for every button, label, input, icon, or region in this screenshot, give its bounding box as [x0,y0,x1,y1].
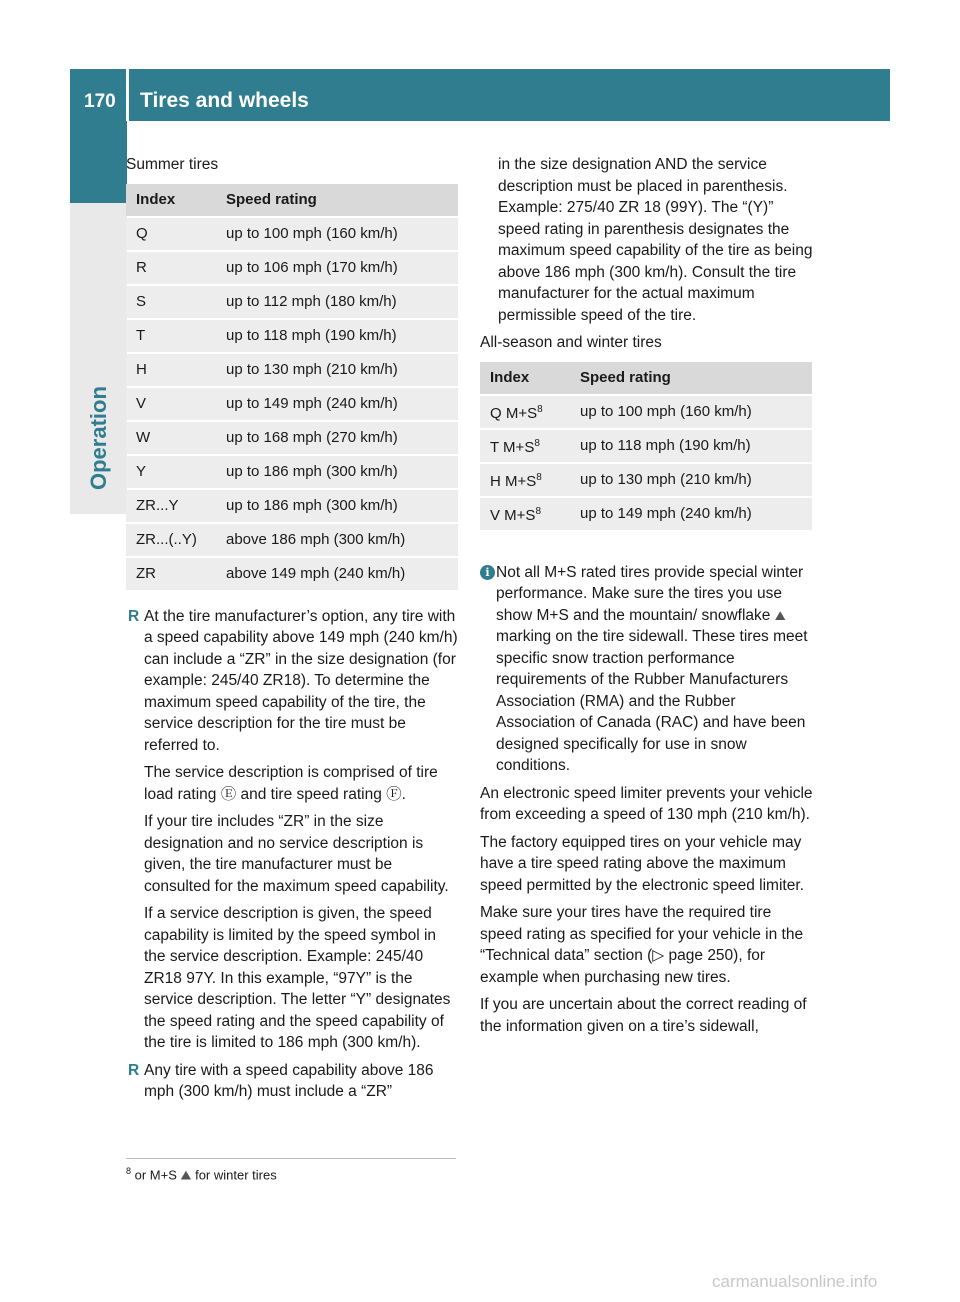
speed-cell: up to 100 mph (160 km/h) [216,218,458,250]
index-cell: ZR...(..Y) [126,524,216,556]
table-header-row [480,362,812,394]
table-row [480,396,812,428]
summer-tires-table [126,182,458,592]
speed-cell: above 186 mph (300 km/h) [216,524,458,556]
column-header-speed-rating: Speed rating [216,184,458,216]
table-row [126,388,458,420]
body-paragraph: An electronic speed limiter prevents your vehicle from exceeding a speed of 130 mph (210 km/h). [480,784,813,823]
table-row [126,422,458,454]
info-note-text-end: marking on the tire sidewall. These tires meet specific snow traction performance requirements of the Rubber Manufacturers Association (RMA) and the Rubber Association of Canada (RAC) and have been designed specifically for use in snow conditions. [496,628,808,774]
bullet1-paragraph: The service description is comprised of tire load rating Ⓔ and tire speed rating Ⓕ. [144,764,438,803]
index-cell: T [126,320,216,352]
index-cell: ZR [126,558,216,590]
left-column [126,150,460,1109]
index-cell: H $M+S^8$ [480,464,570,496]
bullet1-paragraph: At the tire manufacturer’s option, any tire with a speed capability above 149 mph (240 km/h) can include a “ZR” in the size designation (for example: 245/40 ZR18). To determine the maximum speed capability of the tire, the service description for the tire must be referred to. [144,607,458,754]
mountain-snowflake-icon: ⛰ [180,1167,192,1183]
table-row [126,320,458,352]
column-header-index: Index [480,362,570,394]
info-note [480,562,814,777]
table-row [126,456,458,488]
index-cell: H [126,354,216,386]
bullet2-paragraph-start: Any tire with a speed capability above 186 mph (300 km/h) must include a “ZR” [144,1061,434,1100]
column-header-index: Index [126,184,216,216]
speed-cell: up to 186 mph (300 km/h) [216,456,458,488]
speed-cell: up to 186 mph (300 km/h) [216,490,458,522]
table-row [126,490,458,522]
footnote-rule [126,1158,456,1159]
bullet-marker: R [128,1061,140,1079]
mountain-snowflake-icon: ⛰ [774,607,786,623]
header-bar [70,69,890,121]
speed-cell: up to 106 mph (170 km/h) [216,252,458,284]
bullet1-paragraph: If a service description is given, the speed capability is limited by the speed symbol in the service description. Example: 245/40 ZR18 97Y. In this example, “97Y” is the service description. The letter “Y” designates the speed rating and the speed capability of the tire is limited to 186 mph (300 km/h). [144,905,451,1051]
footnote-mark: 8 [126,1166,132,1176]
index-cell: S [126,286,216,318]
info-icon: i [480,565,495,580]
side-accent-block [70,121,127,203]
table-row [480,498,812,530]
footnote-text-start: or M+S [134,1167,177,1183]
winter-tires-table [480,360,812,532]
summer-tires-caption: Summer tires [126,156,219,173]
index-cell: Y [126,456,216,488]
table-row [126,558,458,590]
table-row [480,430,812,462]
index-cell: W [126,422,216,454]
footnote-text-end: for winter tires [195,1167,277,1183]
index-cell: V [126,388,216,420]
watermark: carmanualsonline.info [712,1272,878,1291]
speed-cell: up to 149 mph (240 km/h) [216,388,458,420]
winter-tires-caption: All-season and winter tires [480,334,662,351]
column-header-speed-rating: Speed rating [570,362,812,394]
list-item [126,1060,460,1103]
bullet2-paragraph-continued: in the size designation AND the service description must be placed in parenthesis. Example: 275/40 ZR 18 (99Y). The “(Y)” speed rating in parenthesis designates the maximum speed capability of the tire as being above 186 mph (300 km/h). Consult the tire manufacturer for the actual maximum permissible speed of the tire. [498,156,813,324]
info-note-text-start: Not all M+S rated tires provide special winter performance. Make sure the tires you use show M+S and the mountain/ snowflake [496,563,804,624]
header-divider [126,69,129,121]
index-cell: Q [126,218,216,250]
speed-cell: up to 149 mph (240 km/h) [570,498,812,530]
index-cell: ZR...Y [126,490,216,522]
table-row [126,524,458,556]
list-item [126,606,460,1054]
speed-cell: up to 130 mph (210 km/h) [570,464,812,496]
footnote [126,1166,277,1183]
bullet1-paragraph: If your tire includes “ZR” in the size designation and no service description is given, the tire manufacturer must be consulted for the maximum speed capability. [144,813,449,895]
body-paragraph: The factory equipped tires on your vehicle may have a tire speed rating above the maximum speed permitted by the electronic speed limiter. [480,833,804,894]
section-title: Tires and wheels [140,89,309,112]
table-row [126,218,458,250]
index-cell: V $M+S^8$ [480,498,570,530]
table-row [126,286,458,318]
bullet-marker: R [128,607,140,625]
speed-cell: above 149 mph (240 km/h) [216,558,458,590]
page-number: 170 [84,91,116,112]
speed-cell: up to 130 mph (210 km/h) [216,354,458,386]
speed-cell: up to 112 mph (180 km/h) [216,286,458,318]
table-row [126,252,458,284]
index-cell: T $M+S^8$ [480,430,570,462]
body-paragraph: Make sure your tires have the required tire speed rating as specified for your vehicle in the “Technical data” section (▷ page 250), for example when purchasing new tires. [480,904,804,986]
speed-cell: up to 118 mph (190 km/h) [570,430,812,462]
body-paragraph: If you are uncertain about the correct reading of the information given on a tire’s sidewall, [480,996,807,1035]
bullet-list [126,606,460,1103]
speed-cell: up to 168 mph (270 km/h) [216,422,458,454]
speed-cell: up to 118 mph (190 km/h) [216,320,458,352]
right-column [480,154,814,1043]
index-cell: R [126,252,216,284]
table-row [480,464,812,496]
speed-cell: up to 100 mph (160 km/h) [570,396,812,428]
table-header-row [126,184,458,216]
table-row [126,354,458,386]
index-cell: Q $M+S^8$ [480,396,570,428]
side-tab-label: Operation [86,386,111,490]
